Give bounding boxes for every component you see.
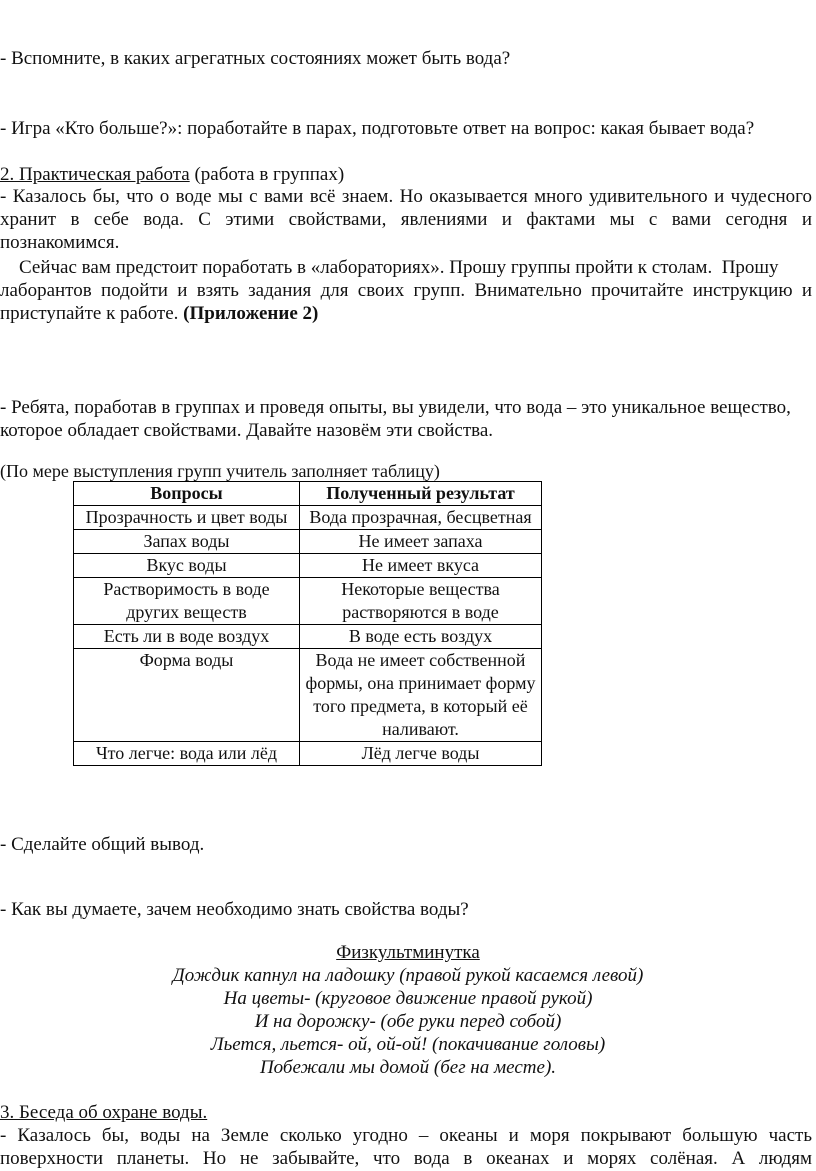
table-header-row [74,482,542,506]
section-2-title: 2. Практическая работа [0,164,190,185]
table-row [74,554,542,578]
table-row [74,530,542,554]
table-cell-result: Не имеет запаха [300,530,542,554]
table-cell-question: Запах воды [74,530,300,554]
fizminutka-line: Дождик капнул на ладошку (правой рукой касаемся левой) [172,965,644,986]
appendix-reference: (Приложение 2) [183,303,319,324]
paragraph-1-line-3: познакомимся. [0,232,120,253]
table-cell-question: Что легче: вода или лёд [74,742,300,766]
paragraph-3-line-2: которое обладает свойствами. Давайте назовём эти свойства. [0,420,494,441]
table-cell-result: Вода прозрачная, бесцветная [300,506,542,530]
table-cell-result: Не имеет вкуса [300,554,542,578]
paragraph-2-text: приступайте к работе. [0,303,184,324]
table-cell-question: Прозрачность и цвет воды [74,506,300,530]
question-why-properties: - Как вы думаете, зачем необходимо знать свойства воды? [0,899,469,920]
section-2-heading [0,163,344,187]
paragraph-3-line-1: - Ребята, поработав в группах и проведя опыты, вы увидели, что вода – это уникальное вещество, [0,397,791,418]
paragraph-2-line-3 [0,302,318,326]
section-3-title: 3. Беседа об охране воды. [0,1102,208,1123]
table-cell-result: Некоторые вещества растворяются в воде [300,578,542,625]
section-2-subtitle: (работа в группах) [189,164,345,185]
column-header-result: Полученный результат [300,482,542,506]
paragraph-4-line-2: поверхности планеты. Но не забывайте, что вода в океанах и морях солёная. А людям [0,1148,812,1169]
table-cell-question: Форма воды [74,649,300,742]
paragraph-1-line-1: - Казалось бы, что о воде мы с вами всё знаем. Но оказывается много удивительного и чудесного [0,186,812,207]
table-cell-question: Растворимость в воде других веществ [74,578,300,625]
column-header-questions: Вопросы [74,482,300,506]
table-cell-question: Вкус воды [74,554,300,578]
game-instruction: - Игра «Кто больше?»: поработайте в парах, подготовьте ответ на вопрос: какая бывает вода? [0,118,755,139]
paragraph-1-line-2: хранит в себе вода. С этими свойствами, явлениями и фактами мы с вами сегодня и [0,209,812,230]
fizminutka-title: Физкультминутка [336,942,480,963]
fizminutka-line: Льется, льется- ой, ой-ой! (покачивание головы) [210,1034,606,1055]
table-row [74,649,542,742]
table-cell-result: В воде есть воздух [300,625,542,649]
table-note: (По мере выступления групп учитель заполняет таблицу) [0,461,440,481]
table-row [74,625,542,649]
table-cell-result: Лёд легче воды [300,742,542,766]
fizminutka-line: Побежали мы домой (бег на месте). [259,1057,557,1078]
question-water-states: - Вспомните, в каких агрегатных состояниях может быть вода? [0,48,511,69]
paragraph-4-line-1: - Казалось бы, воды на Земле сколько угодно – океаны и моря покрывают большую часть [0,1125,812,1146]
fizminutka-line: На цветы- (круговое движение правой рукой) [223,988,593,1009]
table-cell-result: Вода не имеет собственной формы, она принимает форму того предмета, в который её наливают. [300,649,542,742]
general-conclusion-prompt: - Сделайте общий вывод. [0,834,205,855]
fizminutka-line: И на дорожку- (обе руки перед собой) [254,1011,562,1032]
water-properties-table [73,481,542,766]
table-row [74,742,542,766]
table-cell-question: Есть ли в воде воздух [74,625,300,649]
paragraph-2-line-2: лаборантов подойти и взять задания для своих групп. Внимательно прочитайте инструкцию и [0,280,812,301]
paragraph-2-line-1: Сейчас вам предстоит поработать в «лабораториях». Прошу группы пройти к столам. Прошу [0,257,779,278]
table-row [74,578,542,625]
table-row [74,506,542,530]
